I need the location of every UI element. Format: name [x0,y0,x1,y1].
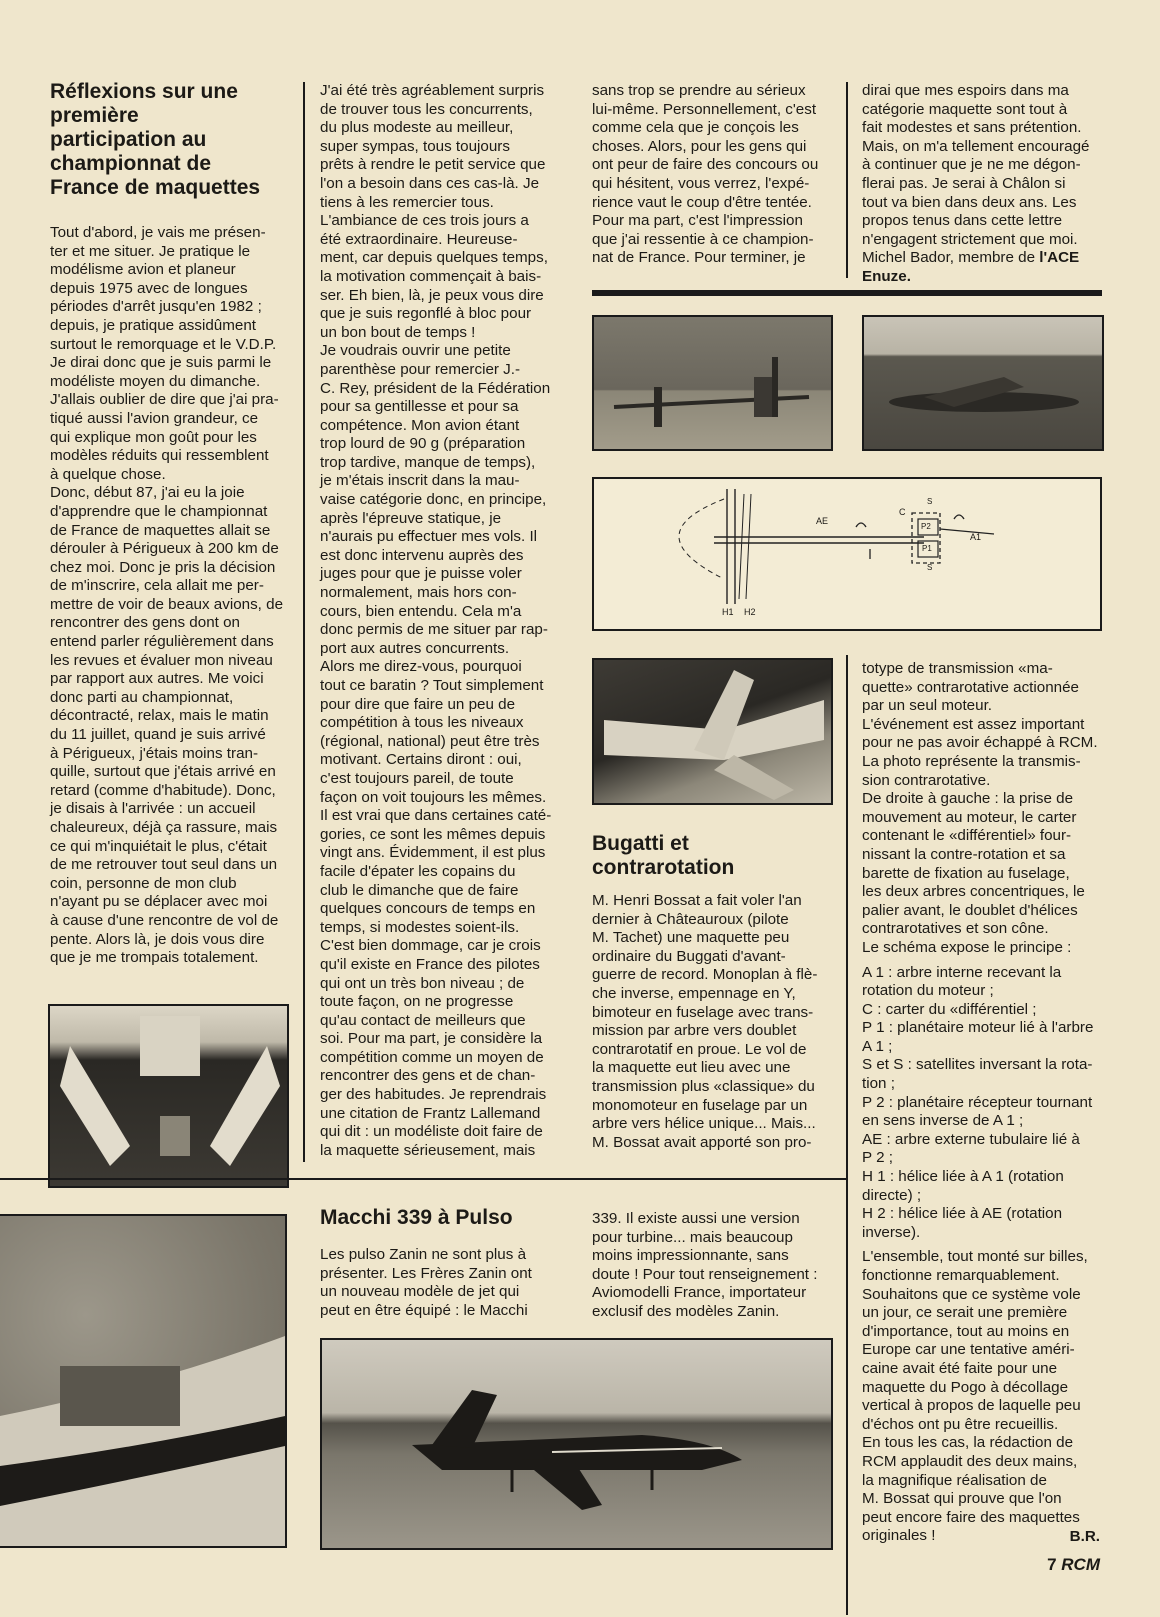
article2-legend [862,964,1100,1243]
article3-title: Macchi 339 à Pulso [320,1206,513,1229]
column-rule [846,655,848,1615]
contrarotation-diagram [592,477,1102,631]
article2-column-left [592,832,830,1152]
article3-left-text: Les pulso Zanin ne sont plus à présenter. Les Frères Zanin ont un nouveau modèle de jet qui peut en être équipé : le Macchi [320,1246,532,1319]
legend-item: AE : arbre externe tubulaire lié à P 2 ; [862,1130,1080,1167]
column-rule [846,82,848,278]
photo-model-construction [592,658,833,805]
legend-item: H 2 : hélice liée à AE (rotation inverse). [862,1205,1063,1241]
article3-column-left [320,1206,560,1320]
article2-left-text: M. Henri Bossat a fait voler l'an dernier à Châteauroux (pilote M. Tachet) une maquette peu ordinaire du Buggati d'avant- guerre de record. Monoplan à flè- che inverse, empennage en Y, bimoteur en fuselage avec trans- mission par arbre vers doublet contrarotatif en proue. Le vol de la maquette eut lieu avec une transmission plus «classique» du monomoteur en fuselage par un arbre vers hélice unique... Mais... M. Bossat avait apporté son pro- [592,892,818,1151]
photo-bugatti-model [862,315,1104,451]
article1-column-4 [862,82,1100,287]
article1-title: Réflexions sur une première participation au championnat de France de maquettes [50,80,261,199]
photo-macchi-fuselage [0,1214,287,1548]
legend-item: H 1 : hélice liée à A 1 (rotation directe) ; [862,1168,1064,1204]
article2-closing-text: L'ensemble, tout monté sur billes, fonctionne remarquablement. Souhaitons que ce système vole un jour, ce serait une première d'importance, tout au moins en Europe car une tentative améri- caine avait été faite pour une maquette du Pogo à décollage vertical à propos de laquelle peu d'échos ont pu être recueillis. En tous les cas, la rédaction de RCM applaudit des deux mains, la magnifique réalisation de M. Bossat qui prouve que l'on peut encore faire des maquettes originales ! [862,1248,1088,1545]
photo-engine-bay [48,1004,289,1188]
column-rule [303,82,305,1162]
article1-column-2 [320,82,560,1160]
photo-transmission-shaft [592,315,833,451]
article1-col4-text: dirai que mes espoirs dans ma catégorie maquette sont tout à fait modestes et sans prétention. Mais, on m'a tellement encouragé à continuer que je ne me dégon- flerai pas. Je serai à Châlon si tout va bien dans deux ans. Les propos tenus dans cette lettre n'engagent strictement que moi. Michel Bador, membre de [862,82,1090,267]
article1-col2-text: J'ai été très agréablement surpris de trouver tous les concurrents, du plus modeste au meilleur, super sympas, tous toujours prêts à rendre le petit service que l'on a besoin dans ces cas-là. Je tiens à les remercier tous. L'ambiance de ces trois jours a été extraordinaire. Heureuse- ment, car depuis quelques temps, la motivation commençait à bais- ser. Eh bien, là, je peux vous dire que je suis regonflé à bloc pour un bon bout de temps ! Je voudrais ouvrir une petite parenthèse pour remercier J.- C. Rey, président de la Fédération pour sa gentillesse et pour sa compétence. Mon avion étant trop lourd de 90 g (préparation trop tardive, manque de temps), je m'étais inscrit dans la mau- vaise catégorie donc, en principe, après l'épreuve statique, je n'aurais pu effectuer mes vols. Il est donc intervenu auprès des juges pour que je puisse voler normalement, mais hors con- cours, bien entendu. Cela m'a donc permis de me situer par rap- port aux autres concurrents. Alors me direz-vous, pourquoi tout ce baratin ? Tout simplement pour dire que faire un peu de compétition à tous les niveaux (régional, national) peut être très motivant. Certains diront : oui, c'est toujours pareil, de toute façon on voit toujours les mêmes. Il est vrai que dans certaines caté- gories, ce sont les mêmes depuis vingt ans. Évidemment, il est plus facile d'épater les copains du club le dimanche que de faire quelques concours de temps en temps, si modestes soient-ils. C'est bien dommage, car je crois qu'il existe en France des pilotes qui ont un très bon niveau ; de toute façon, on ne progresse qu'au contact de meilleurs que soi. Pour ma part, je considère la compétition comme un moyen de rencontrer des gens et de chan- ger des habitudes. Je reprendrais une citation de Frantz Lallemand qui dit : un modéliste doit faire de la maquette sérieusement, mais [320,82,552,1159]
article2-right-text: totype de transmission «ma- quette» contrarotative actionnée par un seul moteur. L'événement est assez important pour ne pas avoir échappé à RCM. La photo représente la transmis- sion contrarotative. De droite à gauche : la prise de mouvement au moteur, le carter contenant le «différentiel» four- nissant la contre-rotation et sa barette de fixation au fuselage, les deux arbres concentriques, le palier avant, le doublet d'hélices contrarotatives et son cône. Le schéma expose le principe : [862,660,1098,956]
legend-item: P 2 : planétaire récepteur tournant en sens inverse de A 1 ; [862,1093,1093,1130]
diagram-label-c: C [899,507,906,517]
article1-column-3 [592,82,830,268]
legend-item: A 1 : arbre interne recevant la rotation du moteur ; [862,963,1062,1000]
diagram-label-h2: H2 [744,607,756,617]
legend-item: C : carter du «différentiel ; [862,1000,1037,1018]
section-rule [0,1178,846,1180]
article2-author: B.R. [1069,1527,1100,1545]
magazine-logo: RCM [1061,1555,1100,1574]
article1-col1-text: Tout d'abord, je vais me présen- ter et me situer. Je pratique le modélisme avion et planeur depuis 1975 avec de longues périodes d'arrêt jusqu'en 1982 ; depuis, je pratique assidûment surtout le remorquage et le V.D.P. Je dirai donc que je suis parmi le modéliste moyen du dimanche. J'allais oublier de dire que j'ai pra- tiqué aussi l'avion grandeur, ce qui explique mon goût pour les modèles réduits qui ressemblent à quelque chose. Donc, début 87, j'ai eu la joie d'apprendre que le championnat de France de maquettes allait se dérouler à Périgueux à 200 km de chez moi. Donc je pris la décision de m'inscrire, cela allait me per- mettre de voir de beaux avions, de rencontrer des gens dont on entend parler régulièrement dans les revues et évaluer mon niveau par rapport aux autres. Me voici donc parti au championnat, décontracté, relax, mais le matin du 11 juillet, quand je suis arrivé à Périgueux, j'étais moins tran- quille, surtout que j'étais arrivé en retard (comme d'habitude). Donc, je disais à l'arrivée : un accueil chaleureux, déjà ça rassure, mais ce qui m'inquiétait le plus, c'était de me retrouver tout seul dans un coin, personne de mon club n'ayant pu se déplacer avec moi à cause d'une rencontre de vol de pente. Alors là, je dois vous dire que je me trompais totalement. [50,224,284,967]
article3-column-right [592,1210,830,1322]
section-rule [592,290,1102,296]
article1-col3-text: sans trop se prendre au sérieux lui-même. Personnellement, c'est comme cela que je conçois les choses. Alors, pour les gens qui ont peur de faire des concours ou qui hésitent, vous verrez, l'expé- rience vaut le coup d'être tentée. Pour ma part, c'est l'impression que j'ai ressentie à ce champion- nat de France. Pour terminer, je [592,82,819,267]
diagram-label-p2: P2 [921,522,931,531]
article2-column-right [862,660,1100,1547]
diagram-label-s-top: S [927,497,933,506]
diagram-label-a1: A1 [970,532,982,542]
page-number: 7 [1047,1555,1057,1574]
article2-title: Bugatti et contrarotation [592,832,735,879]
diagram-label-p1: P1 [922,544,932,553]
diagram-label-s-bottom: S [927,563,933,572]
page-footer [1047,1555,1100,1575]
article1-column-1 [50,80,288,968]
legend-item: P 1 : planétaire moteur lié à l'arbre A 1 ; [862,1019,1094,1055]
diagram-label-ae: AE [816,516,829,526]
photo-macchi-339 [320,1338,833,1550]
diagram-label-h1: H1 [722,607,734,617]
article3-right-text: 339. Il existe aussi une version pour turbine... mais beaucoup moins impressionnante, sans doute ! Pour tout renseignement : Aviomodelli France, importateur exclusif des modèles Zanin. [592,1210,818,1320]
legend-item: S et S : satellites inversant la rota- tion ; [862,1056,1093,1093]
article1-signature: l'ACE Enuze. [862,249,1080,285]
